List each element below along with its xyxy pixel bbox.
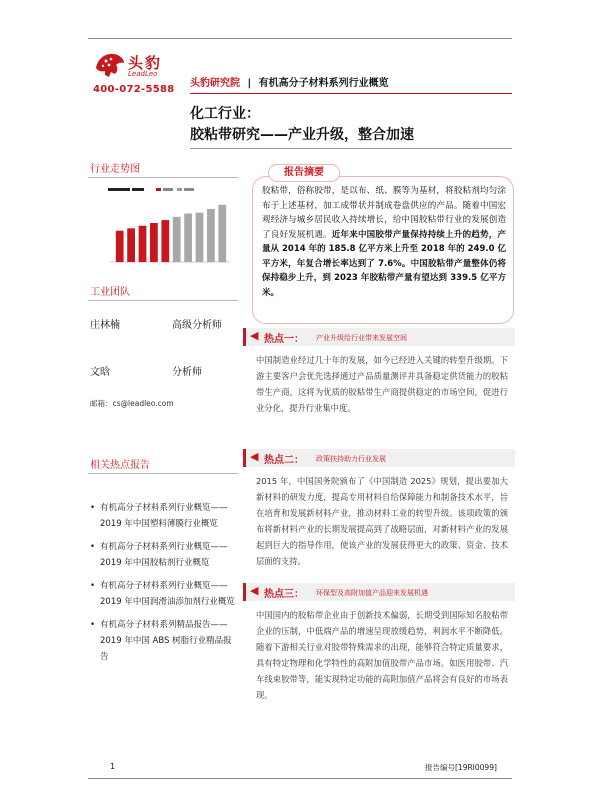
chart-bar [173,217,181,262]
trend-section-rule [88,177,238,178]
legend-swatch-forecast [177,188,182,191]
series-name: 有机高分子材料系列行业概览 [258,78,389,89]
report-header [190,74,389,89]
top-rule [88,38,512,39]
leopard-logo-icon [94,50,126,80]
hotspot-arrow-icon: ◀ [250,450,259,463]
analyst-role: 分析师 [172,367,202,378]
contact-email[interactable]: 邮箱：cs@leadleo.com [90,399,174,408]
related-section-rule [88,473,238,474]
related-report-item[interactable]: • 有机高分子材料系列精品报告——2019 年中国 ABS 树脂行业精品报告 [90,617,238,665]
hotspot-body: 中国国内的胶粘带企业由于创新技术偏弱，长期受到国际知名胶粘带企业的压制，中低端产品的增速呈现放缓趋势，利润水平不断降低。随着下游相关行业对胶带特殊需求的出现，能够符合特定质量要求，具有特定物理和化学特性的高附加值胶带产品市场。如医用胶带、汽车线束胶带等，能实现特定功能的高附加值产品将会有良好的市场表现。 [256,610,508,700]
hotspot-label: 热点二： [264,455,304,466]
page-title-line2: 胶粘带研究——产业升级，整合加速 [190,127,414,143]
logo-english: LeadLeo [128,70,158,78]
header-rule [190,93,512,94]
institute-name: 头豹研究院 [190,78,240,89]
hotspot-header [243,328,515,346]
chart-bar [127,228,135,262]
hotspot-arrow-icon: ◀ [250,329,259,342]
hotspot-header [243,449,515,467]
analyst-name: 文晗 [90,367,110,378]
chart-title-mark [132,188,144,191]
hotspot-subtitle: 政策扶持助力行业发展 [316,455,386,463]
related-report-item[interactable]: • 有机高分子材料系列行业概览——2019 年中国润滑油添加剂行业概览 [90,578,238,610]
analyst-role: 高级分析师 [172,320,222,331]
chart-bar [139,226,147,262]
summary-bold-text: 近年来中国胶带产量保持持续上升的趋势，产量从 2014 年的 185.8 亿平方米上升至 2018 年的 249.0 亿平方米，年复合增长率达到了 7.6%。中国胶粘带产量整体仍将保持稳步上升，到 2023 年胶粘带产量有望达到 339.5 亿平方米。 [262,229,506,298]
chart-bar [218,205,226,262]
header-separator: | [247,78,252,89]
page-title-line1: 化工行业： [190,106,260,122]
chart-bar [150,223,158,262]
summary-tab: 报告摘要 [268,164,340,182]
chart-bar [207,209,215,262]
page-number: 1 [110,762,116,771]
trend-chart [104,184,234,270]
related-section-title: 相关热点报告 [90,460,150,471]
chart-bar [161,220,169,262]
trend-section-title: 行业走势图 [90,164,140,175]
hotspot-body: 2015 年，中国国务院颁布了《中国制造 2025》规划，提出要加大新材料的研发力度，提高专用材料自给保障能力和制备技术水平，旨在培育和发展新材料产业，推动材料工业的转型升级。该项政策的颁布将新材料产业的长期发展提高到了战略层面，对新材料产业的发展起到巨大的指导作用，使该产业的发展获得更大的政策、资金、技术层面的支持。 [256,476,508,566]
analyst-name: 庄林楠 [90,320,120,331]
hotspot-subtitle: 环保型及高附加值产品迎来发展机遇 [316,589,428,597]
hotspot-subtitle: 产业升级给行业带来发展空间 [316,334,407,342]
related-report-item[interactable]: • 有机高分子材料系列行业概览——2019 年中国塑料薄膜行业概览 [90,500,238,532]
hotspot-arrow-icon: ◀ [250,584,259,597]
footer-rule [88,778,512,779]
chart-bar [184,213,192,262]
hotspot-body: 中国制造业经过几十年的发展，如今已经进入关键的转型升级期。下游主要客户会优先选择通过产品质量测评并具备稳定供货能力的胶粘带生产商，这将为优质的胶粘带生产商提供稳定的市场空间，促进行业分化，提升行业集中度。 [256,355,508,413]
chart-header-marks [108,188,194,191]
hotspot-label: 热点三： [264,589,304,600]
related-report-item[interactable]: • 有机高分子材料系列行业概览——2019 年中国胶粘剂行业概览 [90,539,238,571]
chart-title-mark [108,188,130,191]
report-code: 报告编号[19RI0099] [425,763,497,772]
related-report-list [90,500,238,672]
legend-text-mark [163,188,173,191]
team-section-rule [88,300,238,301]
summary-text [262,184,506,300]
chart-bar [196,213,204,262]
logo-text: 头豹 [128,54,163,72]
legend-text-mark [184,188,194,191]
summary-normal-text: 胶粘带，俗称胶带，是以布、纸、膜等为基材，将胶粘剂均匀涂布于上述基材，加工成带状并制成卷盘供应的产品。随着中国宏观经济与城乡居民收入持续增长，给中国胶粘带行业的发展创造了良好发展机遇。 [262,186,506,240]
hotspot-label: 热点一： [264,334,304,345]
hotspot-header [243,583,515,601]
title-rule [190,148,512,149]
chart-bar [116,231,124,262]
legend-swatch-actual [156,188,161,191]
team-section-title: 工业团队 [90,287,130,298]
phone-number: 400-072-5588 [93,84,175,95]
